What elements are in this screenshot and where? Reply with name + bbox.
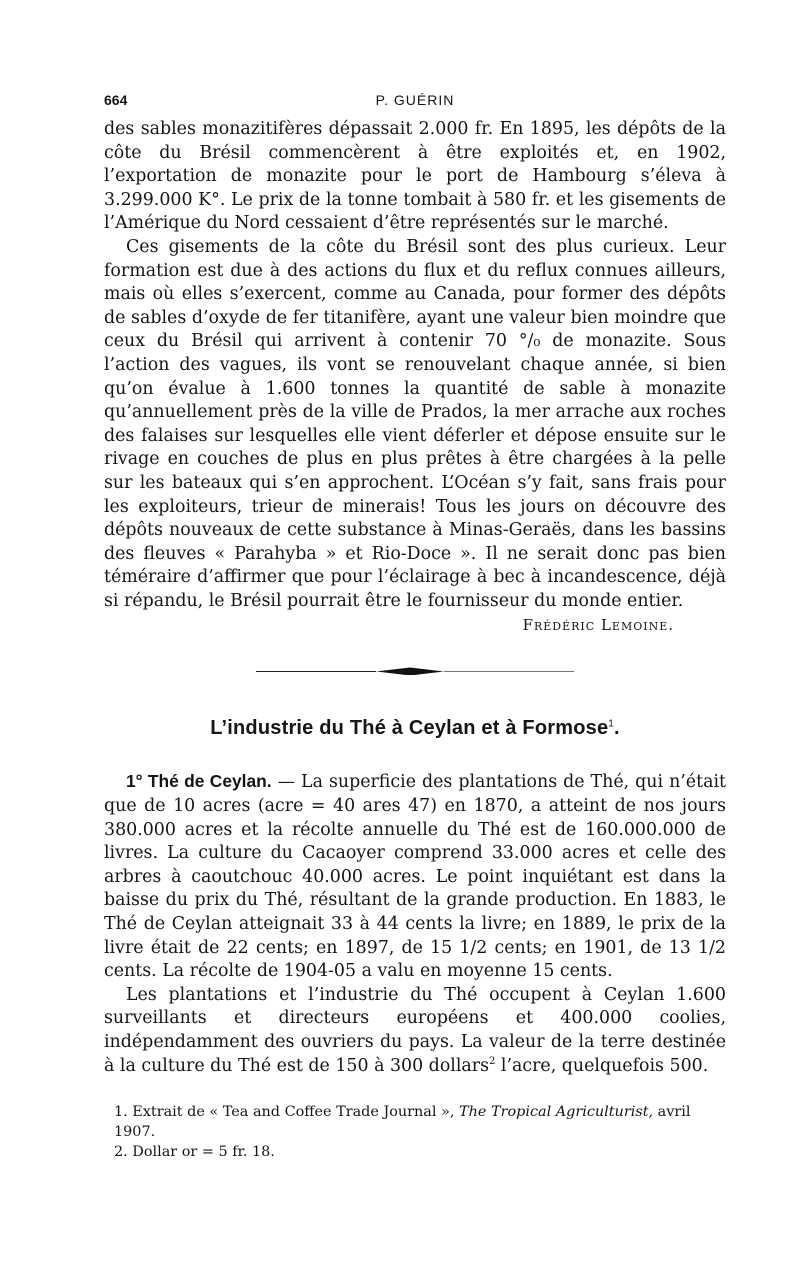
section-title [104,717,726,740]
footnote-1-text: 1. Extrait de « Tea and Coffee Trade Journal », [114,1104,460,1121]
page-number: 664 [104,92,128,108]
footnote-1 [114,1102,726,1142]
separator-line-left [256,671,376,672]
paragraph-ceylon-tea-text: — La superficie des plantations de Thé, qui n’était que de 10 acres (acre = 40 ares 47) en 1870, a atteint de nos jours 380.000 acres et la récolte annuelle du Thé est de 160.000.000 de livres. La culture du Cacaoyer comprend 33.000 acres et celle des arbres à caoutchouc 40.000 acres. Le point inquiétant est dans la baisse du prix du Thé, résultant de la grande production. En 1883, le Thé de Ceylan atteignait 33 à 44 cents la livre; en 1889, le prix de la livre était de 22 cents; en 1897, de 15 1/2 cents; en 1901, de 13 1/2 cents. La récolte de 1904-05 a valu en moyenne 15 cents. [104,772,726,982]
title-period: . [614,717,620,740]
paragraph-monazite-export: des sables monazitifères dépassait 2.000 fr. En 1895, les dépôts de la côte du Brésil commencèrent à être exploités et, en 1902, l’exportation de monazite pour le port de Hambourg s’éleva à 3.299.000 K°. Le prix de la tonne tombait à 580 fr. et les gisements de l’Amérique du Nord cessaient d’être représentés sur le marché. [104,119,726,234]
subsection-heading: 1° Thé de Ceylan. [126,771,272,792]
paragraph-plantation-staff-text: Les plantations et l’industrie du Thé occupent à Ceylan 1.600 surveillants et directeurs européens et 400.000 coolies, indépendamment des ouvriers du pays. La valeur de la terre destinée à la culture du Thé est de 150 à 300 dollars [104,984,726,1076]
section-separator [104,661,726,683]
running-head [104,92,726,112]
footnote-2: 2. Dollar or = 5 fr. 18. [114,1144,275,1161]
paragraph-plantation-staff-end: l’acre, quelquefois 500. [495,1055,709,1076]
paragraph-plantation-staff [104,984,726,1078]
footnote-1-date: avril 1907. [114,1104,691,1141]
page [104,92,726,1162]
footnote-ref-2: 2 [489,1055,496,1067]
footnotes [104,1102,726,1162]
signature: Frédéric Lemoine. [522,616,674,635]
section-title-text: L’industrie du Thé à Ceylan et à Formose [210,717,609,740]
paragraph-ceylon-tea [104,770,726,983]
separator-ornament-icon [376,667,444,675]
footnote-ref-1: 1 [608,718,615,730]
separator-line-right [444,671,574,672]
paragraph-brazil-deposits: Ces gisements de la côte du Brésil sont des plus curieux. Leur formation est due à des actions du flux et du reflux connues ailleurs, mais où elles s’exercent, comme au Canada, pour former des dépôts de sables d’oxyde de fer titanifère, ayant une valeur bien moindre que ceux du Brésil qui arrivent à contenir 70 °/₀ de monazite. Sous l’action des vagues, ils vont se renouvelant chaque année, si bien qu’on évalue à 1.600 tonnes la quantité de sable à monazite qu’annuellement près de la ville de Prados, la mer arrache aux roches des falaises sur lesquelles elle vient déferler et dépose ensuite sur le rivage en couches de plus en plus prêtes à être chargées à la pelle sur les bateaux qui s’en approchent. L’Océan s’y fait, sans frais pour les exploiteurs, trieur de minerais! Tous les jours on découvre des dépôts nouveaux de cette substance à Minas-Geraës, dans les bassins des fleuves « Parahyba » et Rio-Doce ». Il ne serait donc pas bien téméraire d’affirmer que pour l’éclairage à bec à incandescence, déjà si répandu, le Brésil pourrait être le fournisseur du monde entier. [104,236,726,611]
author-header: P. GUÉRIN [375,92,455,108]
footnote-1-journal: The Tropical Agriculturist, [459,1104,654,1121]
